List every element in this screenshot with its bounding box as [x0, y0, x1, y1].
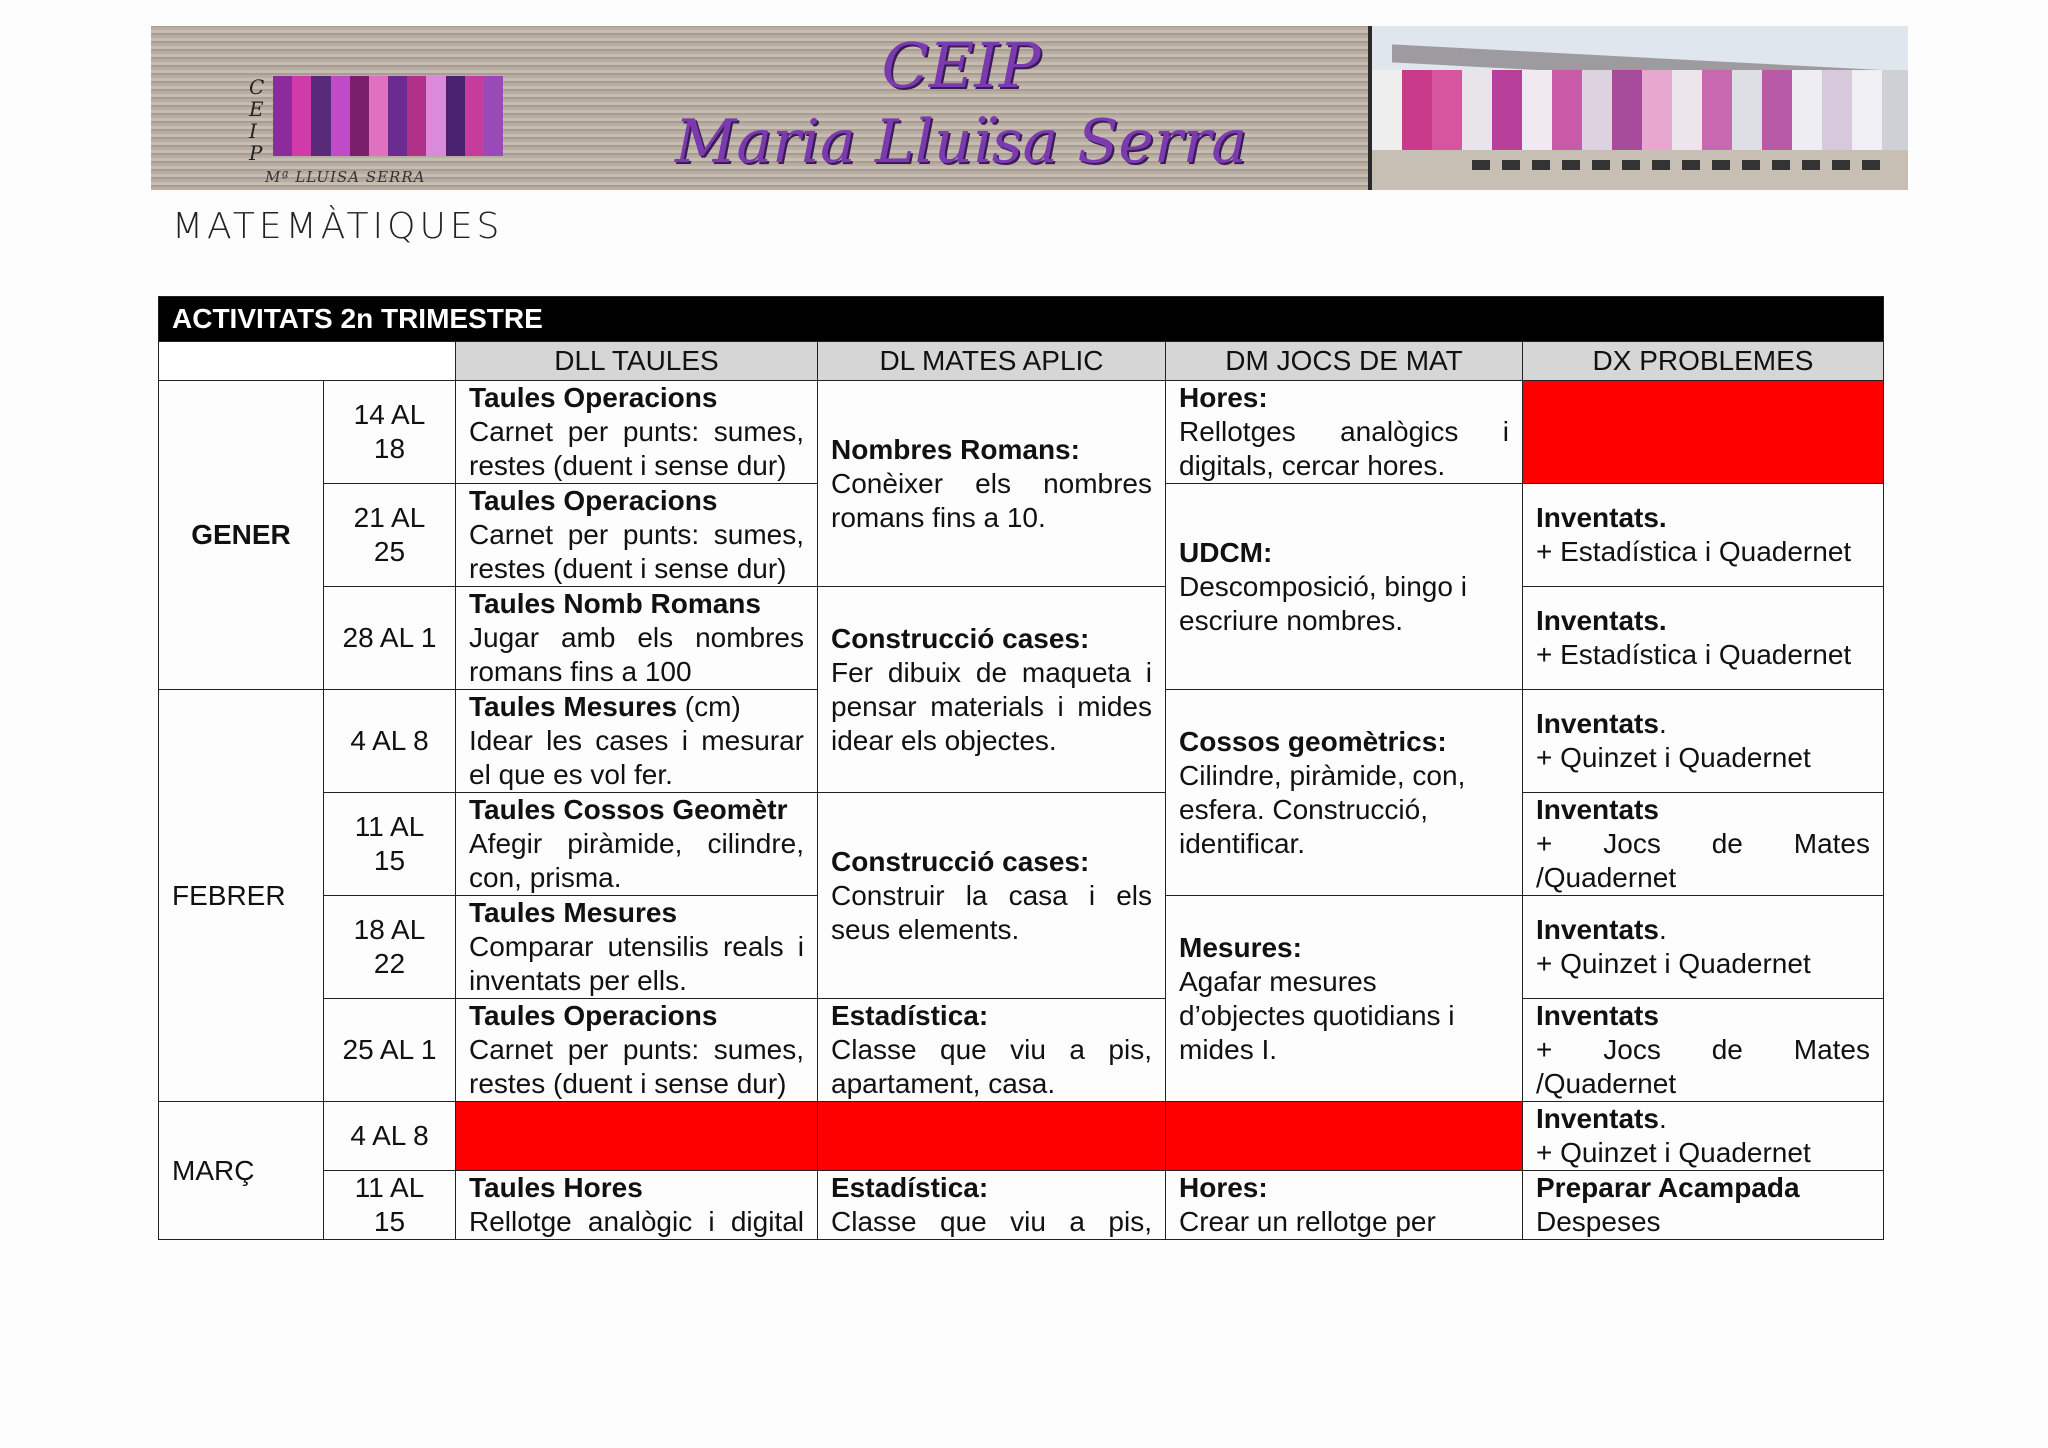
problemes-cell: Inventats + Jocs de Mates /Quadernet [1523, 793, 1884, 896]
week-cell: 25 AL 1 [324, 999, 456, 1102]
school-building-photo [1372, 26, 1908, 190]
taules-cell: Taules Operacions Carnet per punts: sumes, restes (duent i sense dur) [456, 381, 818, 484]
taules-cell: Taules Hores Rellotge analògic i digital [456, 1171, 818, 1240]
taules-cell: Taules Cossos Geomètr Afegir piràmide, cilindre, con, prisma. [456, 793, 818, 896]
mates-cell: Estadística: Classe que viu a pis, apartament, casa. [818, 999, 1166, 1102]
taules-cell: Taules Nomb Romans Jugar amb els nombres romans fins a 100 [456, 587, 818, 690]
jocs-cell-empty [1166, 1102, 1523, 1171]
mates-cell: Estadística: Classe que viu a pis, [818, 1171, 1166, 1240]
header-dll-taules: DLL TAULES [456, 342, 818, 381]
jocs-cell: Hores: Rellotges analògics i digitals, cercar hores. [1166, 381, 1523, 484]
taules-cell-empty [456, 1102, 818, 1171]
week-cell: 28 AL 1 [324, 587, 456, 690]
mates-cell: Construcció cases: Fer dibuix de maqueta i pensar materials i mides idear els objectes. [818, 587, 1166, 793]
problemes-cell: Inventats. + Quinzet i Quadernet [1523, 1102, 1884, 1171]
taules-cell: Taules Operacions Carnet per punts: sumes, restes (duent i sense dur) [456, 484, 818, 587]
header-dx-problemes: DX PROBLEMES [1523, 342, 1884, 381]
jocs-cell: Hores: Crear un rellotge per [1166, 1171, 1523, 1240]
week-cell: 4 AL 8 [324, 690, 456, 793]
jocs-cell: Cossos geomètrics: Cilindre, piràmide, con, esfera. Construcció, identificar. [1166, 690, 1523, 896]
problemes-cell: Inventats + Jocs de Mates /Quadernet [1523, 999, 1884, 1102]
taules-cell: Taules Mesures Comparar utensilis reals i inventats per ells. [456, 896, 818, 999]
month-gener: GENER [159, 381, 324, 690]
header-dm-jocs-de-mat: DM JOCS DE MAT [1166, 342, 1523, 381]
problemes-cell: Preparar Acampada Despeses [1523, 1171, 1884, 1240]
school-banner [151, 26, 1908, 190]
problemes-cell: Inventats. + Quinzet i Quadernet [1523, 690, 1884, 793]
mates-cell-empty [818, 1102, 1166, 1171]
school-name: CEIP Maria Lluïsa Serra [674, 29, 1248, 177]
header-blank [159, 342, 456, 381]
mates-cell: Construcció cases: Construir la casa i els seus elements. [818, 793, 1166, 999]
school-logo [191, 40, 591, 186]
month-febrer: FEBRER [159, 690, 324, 1102]
taules-cell: Taules Mesures (cm) Idear les cases i mesurar el que es vol fer. [456, 690, 818, 793]
jocs-cell: UDCM: Descomposició, bingo i escriure nombres. [1166, 484, 1523, 690]
week-cell: 11 AL 15 [324, 1171, 456, 1240]
problemes-cell: Inventats. + Estadística i Quadernet [1523, 484, 1884, 587]
week-cell: 11 AL 15 [324, 793, 456, 896]
mates-cell: Nombres Romans: Conèixer els nombres romans fins a 10. [818, 381, 1166, 587]
banner-brick-panel [151, 26, 1372, 190]
week-cell: 18 AL 22 [324, 896, 456, 999]
problemes-cell: Inventats. + Quinzet i Quadernet [1523, 896, 1884, 999]
week-cell: 14 AL 18 [324, 381, 456, 484]
problemes-cell: Inventats. + Estadística i Quadernet [1523, 587, 1884, 690]
jocs-cell: Mesures: Agafar mesures d’objectes quotidians i mides I. [1166, 896, 1523, 1102]
header-dl-mates-aplic: DL MATES APLIC [818, 342, 1166, 381]
schedule-table [158, 296, 1884, 1240]
table-title: ACTIVITATS 2n TRIMESTRE [159, 297, 1884, 342]
subject-title: MATEMÀTIQUES [172, 206, 504, 247]
problemes-cell-empty [1523, 381, 1884, 484]
logo-stripes [273, 76, 503, 156]
week-cell: 21 AL 25 [324, 484, 456, 587]
month-marc: MARÇ [159, 1102, 324, 1240]
taules-cell: Taules Operacions Carnet per punts: sumes, restes (duent i sense dur) [456, 999, 818, 1102]
logo-caption: Mª LLUISA SERRA [265, 168, 426, 186]
logo-letters: C E I P [249, 75, 265, 165]
week-cell: 4 AL 8 [324, 1102, 456, 1171]
